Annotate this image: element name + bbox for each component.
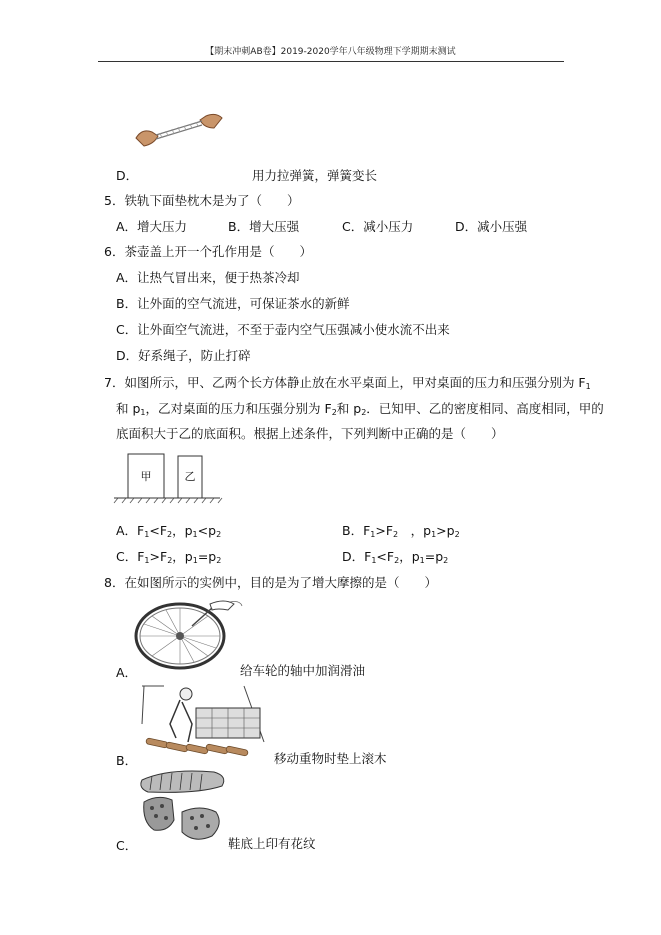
q7-blocks-figure [112,452,224,504]
moving-heavy-object-logs-image [140,684,270,762]
q5-stem: 5．铁轨下面垫枕木是为了（ ） [104,193,300,208]
q8-option-c-label: C． [116,838,138,853]
q8-option-a-label: A． [116,665,138,680]
q8-option-b-text: 移动重物时垫上滚木 [274,751,387,766]
q6-option-c: C．让外面空气流进，不至于壶内空气压强减小使水流不出来 [116,322,450,337]
q7-line3: 底面积大于乙的底面积。根据上述条件，下列判断中正确的是（ ） [116,426,504,441]
q8-option-a-text: 给车轮的轴中加润滑油 [240,663,366,678]
q7-line2: 和 $p_1$，乙对桌面的压力和压强分别为 $F_2$和 $p_2$．已知甲、乙的密度相同、高度相同，甲的 [116,401,604,417]
q5-option-c: C．减小压力 [342,219,414,234]
q6-stem: 6．茶壶盖上开一个孔作用是（ ） [104,244,312,259]
q7-option-a: A．$F_1<F_2$，$p_1<p_2$ [116,523,222,539]
q8-option-c-text: 鞋底上印有花纹 [228,836,316,851]
q5-option-d: D．减小压强 [455,219,528,234]
q7-option-d: D．$F_1<F_2$，$p_1=p_2$ [342,549,449,565]
page-header: 【期末冲刺AB卷】2019-2020学年八年级物理下学期期末测试 [205,47,456,57]
q6-option-a: A．让热气冒出来，便于热茶冷却 [116,270,300,285]
q4-option-d-text: 用力拉弹簧，弹簧变长 [252,168,378,183]
q6-option-d: D．好系绳子，防止打碎 [116,348,251,363]
q4-option-d-label: D． [116,168,139,183]
shoe-sole-pattern-image [138,768,230,848]
q8-stem: 8．在如图所示的实例中，目的是为了增大摩擦的是（ ） [104,575,437,590]
spring-stretch-image [134,108,224,148]
q5-option-b: B．增大压强 [228,219,300,234]
block-jia-label: 甲 [140,470,152,483]
q5-option-a: A．增大压力 [116,219,188,234]
q7-option-c: C．$F_1>F_2$，$p_1=p_2$ [116,549,222,565]
bicycle-wheel-oil-image [132,596,242,674]
block-yi-label: 乙 [184,470,196,483]
q7-option-b: B．$F_1>F_2$ ，$p_1>p_2$ [342,523,460,539]
q6-option-b: B．让外面的空气流进，可保证茶水的新鲜 [116,296,350,311]
header-divider [98,61,564,62]
q8-option-b-label: B． [116,753,138,768]
q7-line1: 7．如图所示，甲、乙两个长方体静止放在水平桌面上，甲对桌面的压力和压强分别为 $F_1$ [104,375,591,391]
